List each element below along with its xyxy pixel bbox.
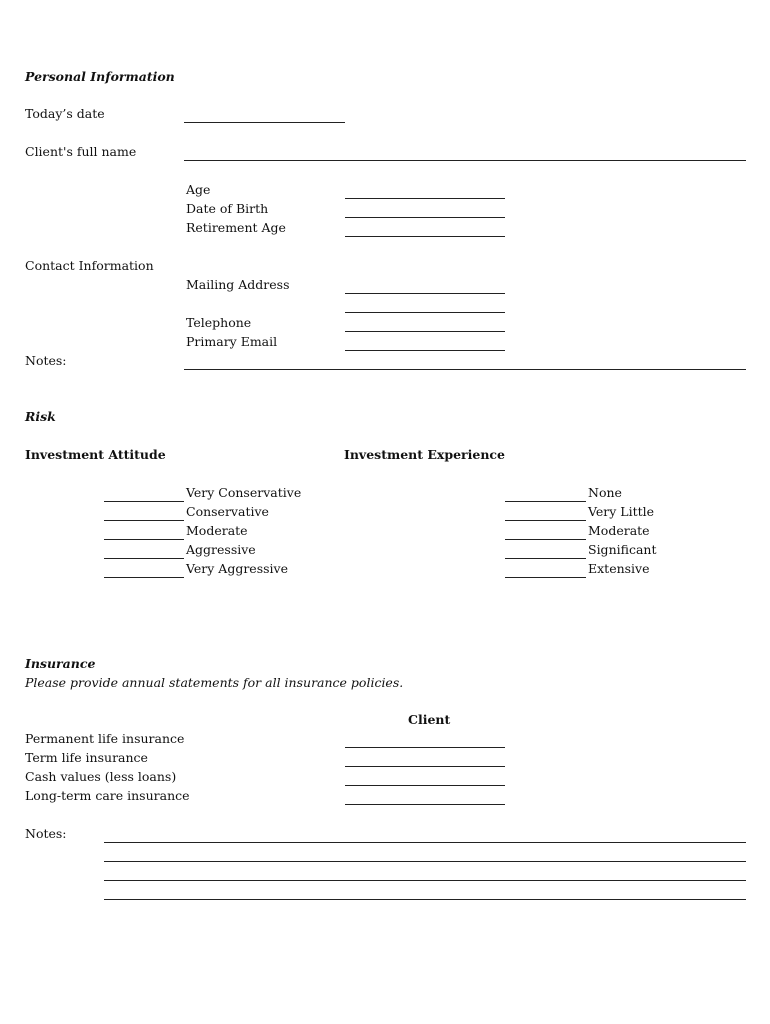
attitude-option-label: Moderate (186, 523, 248, 538)
experience-option-label: Extensive (588, 561, 650, 576)
todays-date-field[interactable] (184, 122, 345, 123)
personal-notes-field[interactable] (184, 369, 746, 370)
insurance-item-label: Term life insurance (25, 750, 148, 765)
insurance-item-label: Cash values (less loans) (25, 769, 177, 784)
insurance-item-field[interactable] (345, 785, 505, 786)
retirement-age-field[interactable] (345, 236, 505, 237)
insurance-item-field[interactable] (345, 804, 505, 805)
insurance-notes-label: Notes: (25, 826, 67, 841)
experience-option-label: Very Little (588, 504, 655, 519)
experience-option-blank[interactable] (505, 558, 586, 559)
mailing-address-field-line-2[interactable] (345, 312, 505, 313)
experience-option-label: Significant (588, 542, 657, 557)
primary-email-label: Primary Email (186, 334, 278, 349)
age-field[interactable] (345, 198, 505, 199)
mailing-address-field-line-1[interactable] (345, 293, 505, 294)
experience-option-label: None (588, 485, 622, 500)
contact-information-label: Contact Information (25, 258, 154, 273)
attitude-option-label: Very Aggressive (186, 561, 288, 576)
insurance-heading: Insurance (25, 656, 96, 671)
personal-notes-label: Notes: (25, 353, 67, 368)
experience-option-blank[interactable] (505, 501, 586, 502)
age-label: Age (186, 182, 211, 197)
investment-experience-heading: Investment Experience (344, 447, 505, 462)
insurance-item-field[interactable] (345, 747, 505, 748)
todays-date-label: Today’s date (25, 106, 105, 121)
investment-attitude-heading: Investment Attitude (25, 447, 166, 462)
retirement-age-label: Retirement Age (186, 220, 286, 235)
experience-option-blank[interactable] (505, 539, 586, 540)
insurance-item-field[interactable] (345, 766, 505, 767)
attitude-option-blank[interactable] (104, 501, 184, 502)
insurance-instruction: Please provide annual statements for all insurance policies. (25, 675, 404, 690)
attitude-option-label: Aggressive (186, 542, 256, 557)
primary-email-field[interactable] (345, 350, 505, 351)
experience-option-blank[interactable] (505, 520, 586, 521)
attitude-option-blank[interactable] (104, 558, 184, 559)
attitude-option-label: Very Conservative (186, 485, 302, 500)
insurance-notes-line[interactable] (104, 899, 746, 900)
attitude-option-blank[interactable] (104, 520, 184, 521)
insurance-client-column-heading: Client (408, 712, 451, 727)
experience-option-blank[interactable] (505, 577, 586, 578)
personal-information-heading: Personal Information (25, 69, 175, 84)
insurance-notes-line[interactable] (104, 861, 746, 862)
client-full-name-label: Client's full name (25, 144, 137, 159)
attitude-option-blank[interactable] (104, 577, 184, 578)
insurance-item-label: Permanent life insurance (25, 731, 185, 746)
client-full-name-field[interactable] (184, 160, 746, 161)
mailing-address-label: Mailing Address (186, 277, 290, 292)
experience-option-label: Moderate (588, 523, 650, 538)
risk-heading: Risk (25, 409, 56, 424)
insurance-item-label: Long-term care insurance (25, 788, 190, 803)
telephone-label: Telephone (186, 315, 252, 330)
telephone-field[interactable] (345, 331, 505, 332)
attitude-option-blank[interactable] (104, 539, 184, 540)
insurance-notes-line[interactable] (104, 880, 746, 881)
date-of-birth-label: Date of Birth (186, 201, 269, 216)
attitude-option-label: Conservative (186, 504, 269, 519)
insurance-notes-line[interactable] (104, 842, 746, 843)
date-of-birth-field[interactable] (345, 217, 505, 218)
